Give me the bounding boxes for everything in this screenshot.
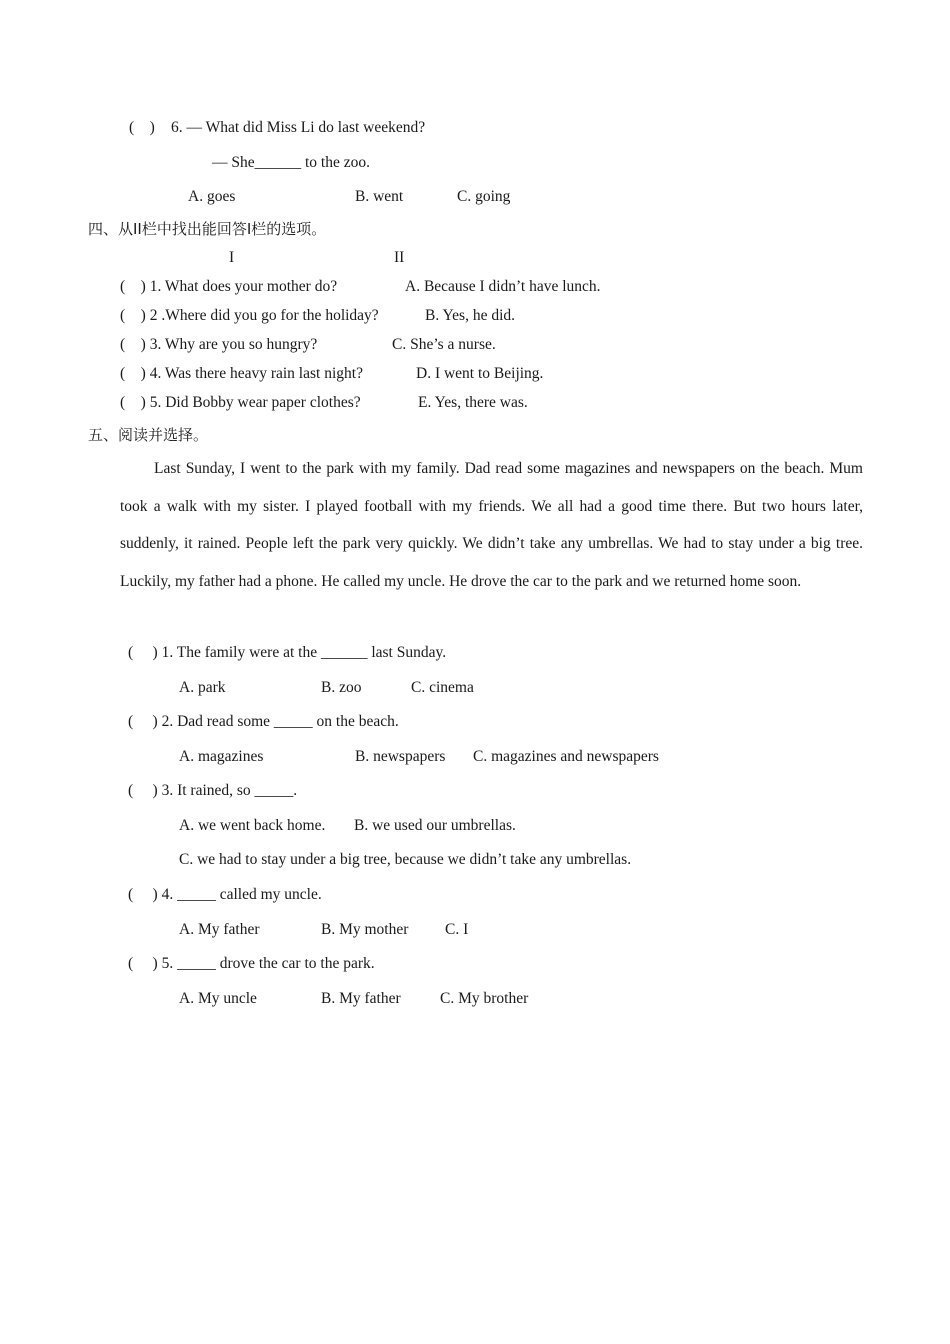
reading-q4-option-c: C. I (445, 921, 469, 938)
reading-q3-option-a: A. we went back home. (179, 817, 326, 834)
reading-passage: Last Sunday, I went to the park with my family. Dad read some magazines and newspapers on the beach. Mum took a walk with my sister. I played football with my friends. We all had a good time there. But two hours later, suddenly, it rained. People left the park very quickly. We didn’t take any umbrellas. We had to stay under a big tree. Luckily, my father had a phone. He called my uncle. He drove the car to the park and we returned home soon. (120, 460, 863, 590)
column-i-header: I (229, 249, 235, 266)
section-4-title: 四、从II栏中找出能回答I栏的选项。 (88, 220, 327, 238)
match-option-d: D. I went to Beijing. (416, 365, 544, 382)
question-6-text: 6. — What did Miss Li do last weekend? (171, 119, 426, 136)
answer-bracket[interactable]: ( ) (129, 119, 155, 136)
reading-q3-option-b: B. we used our umbrellas. (354, 817, 516, 834)
match-question-2: ( ) 2 .Where did you go for the holiday? (120, 307, 379, 324)
match-question-1: ( ) 1. What does your mother do? (120, 278, 338, 295)
reading-q1-option-a: A. park (179, 679, 226, 696)
reading-q1-option-b: B. zoo (321, 679, 362, 696)
match-question-3: ( ) 3. Why are you so hungry? (120, 336, 318, 353)
reading-q3-option-c: C. we had to stay under a big tree, because we didn’t take any umbrellas. (179, 851, 632, 868)
column-ii-header: II (394, 249, 405, 266)
reading-question-4: ( ) 4. _____ called my uncle. (128, 886, 322, 903)
match-option-c: C. She’s a nurse. (392, 336, 496, 353)
reading-q2-option-b: B. newspapers (355, 748, 446, 765)
match-option-e: E. Yes, there was. (418, 394, 528, 411)
reading-question-2: ( ) 2. Dad read some _____ on the beach. (128, 713, 399, 730)
reading-q4-option-b: B. My mother (321, 921, 409, 938)
question-6-answer: — She______ to the zoo. (212, 154, 370, 171)
reading-q5-option-a: A. My uncle (179, 990, 257, 1007)
reading-question-3: ( ) 3. It rained, so _____. (128, 782, 298, 799)
reading-q2-option-a: A. magazines (179, 748, 264, 765)
reading-question-1: ( ) 1. The family were at the ______ last Sunday. (128, 644, 447, 661)
reading-q5-option-b: B. My father (321, 990, 401, 1007)
option-a: A. goes (188, 188, 236, 205)
match-question-4: ( ) 4. Was there heavy rain last night? (120, 365, 363, 382)
match-option-b: B. Yes, he did. (425, 307, 516, 324)
reading-q5-option-c: C. My brother (440, 990, 529, 1007)
reading-q4-option-a: A. My father (179, 921, 260, 938)
reading-question-5: ( ) 5. _____ drove the car to the park. (128, 955, 375, 972)
reading-q2-option-c: C. magazines and newspapers (473, 748, 659, 765)
reading-q1-option-c: C. cinema (411, 679, 474, 696)
option-b: B. went (355, 188, 404, 205)
match-question-5: ( ) 5. Did Bobby wear paper clothes? (120, 394, 361, 411)
section-5-title: 五、阅读并选择。 (88, 426, 209, 444)
match-option-a: A. Because I didn’t have lunch. (405, 278, 601, 295)
option-c: C. going (457, 188, 511, 205)
